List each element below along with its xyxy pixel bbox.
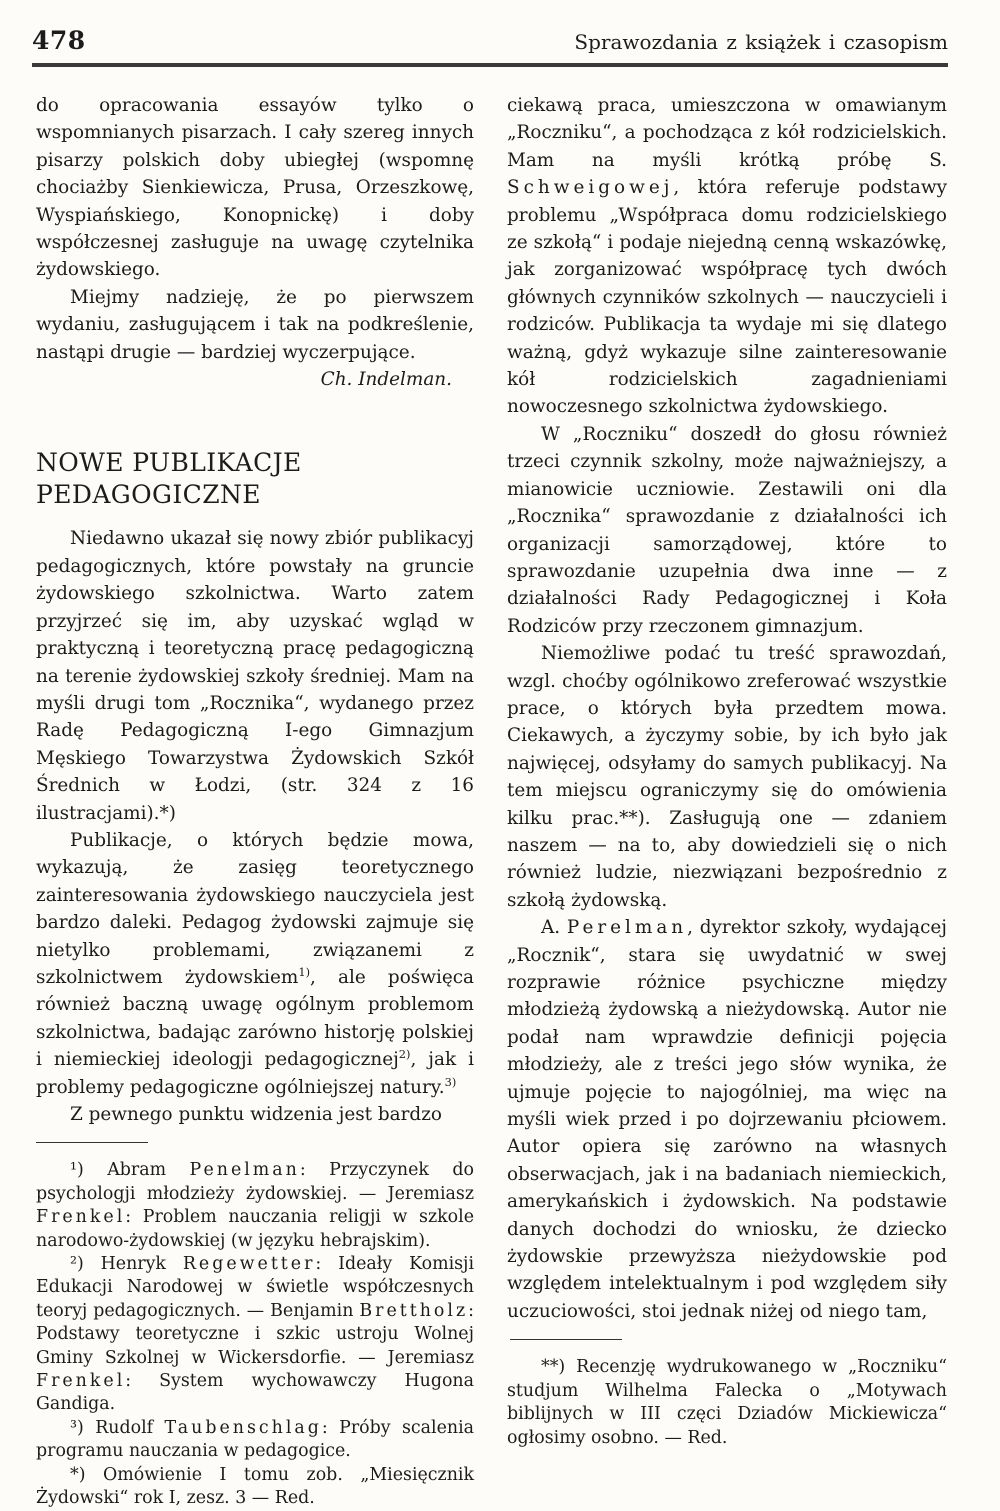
running-title: Sprawozdania z książek i czasopism bbox=[574, 30, 948, 54]
footnote-2-text-a: Henryk bbox=[100, 1254, 166, 1275]
paragraph-scope bbox=[36, 827, 474, 1101]
section-heading-line1: NOWE PUBLIKACJE bbox=[36, 448, 302, 478]
left-column bbox=[36, 92, 474, 1511]
paragraph-continuation: do opracowania essayów tylko o wspomnianych pisarzach. I cały szereg innych pisarzy polskich doby ubiegłej (wspomnę chociażby Sienkiewicza, Prusa, Orzeszkowę, Wyspiańskiego, Konopnickę) i doby współczesnej zasługuje na uwagę czytelnika żydowskiego. bbox=[36, 95, 474, 281]
paragraph-perelman bbox=[507, 914, 947, 1325]
footnote-3-text-a: Rudolf bbox=[95, 1417, 154, 1438]
footnote-ref-1-num: 1 bbox=[298, 964, 306, 979]
footnote-4 bbox=[36, 1464, 474, 1511]
footnote-2-author-2: Brettholz bbox=[359, 1300, 469, 1321]
paragraph-scope-text-a: Publikacje, o których będzie mowa, wykazują, że zasięg teoretycznego zainteresowania żydowskiego nauczyciela jest bardzo daleki. Pedagog żydowski zajmuje się nietylko problemami, związanemi z szkolnictwem żydowskiem bbox=[36, 829, 474, 988]
footnote-1 bbox=[36, 1159, 474, 1253]
footnote-2-author-1: Regewetter bbox=[182, 1254, 316, 1275]
paragraph-scope-text-c: , jak i problemy pedagogiczne ogólniejszej natury. bbox=[36, 1049, 474, 1098]
footnote-1-text-c: : Problem nauczania religji w szkole narodowo-żydowskiej (w języku hebrajskim). bbox=[36, 1207, 474, 1251]
section-heading-line2: PEDAGOGICZNE bbox=[36, 480, 261, 510]
footnote-ref-3: 3) bbox=[444, 1074, 457, 1089]
section-heading bbox=[36, 447, 474, 511]
paragraph-perelman-text-a: A. bbox=[541, 917, 561, 939]
paragraph-parents-text-a: ciekawą praca, umieszczona w omawianym „Roczniku“, a pochodząca z kół rodzicielskich. Mam na myśli krótką próbę S. bbox=[507, 95, 947, 171]
footnote-rule-right bbox=[510, 1339, 622, 1340]
footnote-2-mark: ²) bbox=[70, 1254, 84, 1275]
footnote-double-asterisk-mark: **) bbox=[541, 1357, 566, 1378]
footnote-2 bbox=[36, 1253, 474, 1417]
review-signature: Ch. Indelman. bbox=[320, 369, 452, 391]
paragraph-viewpoint: Z pewnego punktu widzenia jest bardzo bbox=[70, 1104, 442, 1125]
footnote-ref-2-num: 2 bbox=[398, 1047, 407, 1062]
footnote-2-text-d: : System wychowawczy Hugona Gandiga. bbox=[36, 1371, 474, 1415]
author-name-perelman: Perelman bbox=[566, 917, 688, 939]
paragraph-scope-text-b: , ale poświęca również baczną uwagę ogólnym problemom szkolnictwa, badając zarówno historję polskiej i niemieckiej ideologji pedagogicznej bbox=[36, 966, 474, 1071]
footnote-4-text: Omówienie I tomu zob. „Miesięcznik Żydowski“ rok I, zesz. 3 — Red. bbox=[36, 1464, 474, 1509]
footnote-2-author-3: Frenkel bbox=[36, 1371, 126, 1392]
paragraph-closing-wish: Miejmy nadzieję, że po pierwszem wydaniu, zasługującem i tak na podkreślenie, nastąpi drugie — bardziej wyczerpujące. bbox=[36, 286, 474, 363]
footnote-rule bbox=[36, 1142, 148, 1143]
footnote-ref-3-num: 3 bbox=[444, 1074, 452, 1089]
footnote-4-mark: *) bbox=[70, 1464, 86, 1485]
page-number: 478 bbox=[32, 26, 86, 55]
header-rule bbox=[32, 63, 948, 67]
footnote-1-mark: ¹) bbox=[70, 1160, 84, 1181]
footnote-3-text-b: : Próby scalenia programu nauczania w pedagogice. bbox=[36, 1417, 475, 1462]
paragraph-students: W „Roczniku“ doszedł do głosu również trzeci czynnik szkolny, może najważniejszy, a mianowicie uczniowie. Zestawili oni dla „Rocznika“ sprawozdanie z działalności ich organizacji samorządowej, które to sprawozdanie uzupełnia dwa inne — z działalności Rady Pedagogicznej i Koła Rodziców przy rzeczonem gimnazjum. bbox=[507, 423, 947, 637]
paragraph-parents-cooperation bbox=[507, 92, 947, 421]
paragraph-reports: Niemożliwe podać tu treść sprawozdań, wzgl. choćby ogólnikowo zreferować wszystkie prace, o których była przedtem mowa. Ciekawych, a życzymy sobie, by ich było jak najwięcej, odsyłamy do samych publikacyj. Na tem miejscu ograniczymy się do omówienia kilku prac.**). Zasługują one — zdaniem naszem — na to, aby dowiedzieli się o nich również ludzie, niezwiązani bezpośrednio z szkołą żydowską. bbox=[507, 643, 947, 911]
footnote-1-author-2: Frenkel bbox=[36, 1207, 126, 1228]
footnote-1-author-1: Penelman bbox=[189, 1160, 300, 1181]
paragraph-perelman-text-b: , dyrektor szkoły, wydającej „Rocznik“, stara się uwydatnić w swej rozprawie różnice psychiczne między młodzieżą żydowską a nieżydowską. Autor nie podał nam wprawdzie definicji pojęcia młodzieży, ale z treści jego słów wynika, że ujmuje pojęcie to najogólniej, ma więc na myśli wiek przed i po dojrzewaniu płciowem. Autor opiera się zarówno na własnych obserwacjach, jak i na badaniach niemieckich, amerykańskich i żydowskich. Na podstawie danych dochodzi do wniosku, że dziecko żydowskie przewyższa nieżydowskie pod względem intelektualnym i pod względem siły uczuciowości, stoi jednak niżej od niego tam, bbox=[507, 917, 947, 1322]
footnote-ref-1: 1) bbox=[298, 964, 311, 979]
footnote-3 bbox=[36, 1417, 474, 1464]
footnote-1-text-b: : Przyczynek do psychologji młodzieży żydowskiej. — Jeremiasz bbox=[36, 1160, 474, 1204]
footnote-3-mark: ³) bbox=[70, 1417, 84, 1438]
footnote-ref-2: 2) bbox=[398, 1047, 411, 1062]
footnote-3-author-1: Taubenschlag bbox=[164, 1417, 322, 1438]
author-name-schweigowa: Schweigowej bbox=[507, 177, 674, 199]
page-header bbox=[0, 0, 1000, 70]
right-column bbox=[507, 92, 947, 1450]
paragraph-parents-text-b: , która referuje podstawy problemu „Współpraca domu rodzicielskiego ze szkołą“ i podaje niejedną cenną wskazówkę, jak zorganizować współpracę tych dwóch głównych czynników szkolnych — nauczycieli i rodziców. Publikacja ta wydaje mi się dlatego ważną, gdyż wykazuje silne zainteresowanie kół rodzicielskich zagadnieniami nowoczesnego szkolnictwa żydowskiego. bbox=[507, 177, 947, 418]
paragraph-intro: Niedawno ukazał się nowy zbiór publikacyj pedagogicznych, które powstały na gruncie żydowskiego szkolnictwa. Warto zatem przyjrzeć się im, aby uzyskać wgląd w praktyczną i teoretyczną pracę pedagogiczną na terenie żydowskiej szkoły średniej. Mam na myśli drugi tom „Rocznika“, wydanego przez Radę Pedagogiczną I-ego Gimnazjum Męskiego Towarzystwa Żydowskich Szkół Średnich w Łodzi, (str. 324 z 16 ilustracjami).*) bbox=[36, 528, 474, 824]
footnote-2-text-c: : Podstawy teoretyczne i szkic ustroju Wolnej Gminy Szkolnej w Wickersdorfie. — Jeremiasz bbox=[36, 1300, 474, 1368]
footnote-double-asterisk bbox=[507, 1356, 947, 1450]
footnote-1-text-a: Abram bbox=[107, 1160, 167, 1181]
footnote-2-text-b: : Ideały Komisji Edukacji Narodowej w świetle współczesnych teoryj pedagogicznych. — Benjamin bbox=[36, 1254, 475, 1321]
footnote-double-asterisk-text: Recenzję wydrukowanego w „Roczniku“ studjum Wilhelma Falecka o „Motywach biblijnych w III częci Dziadów Mickiewicza“ ogłosimy osobno. — Red. bbox=[507, 1357, 948, 1448]
